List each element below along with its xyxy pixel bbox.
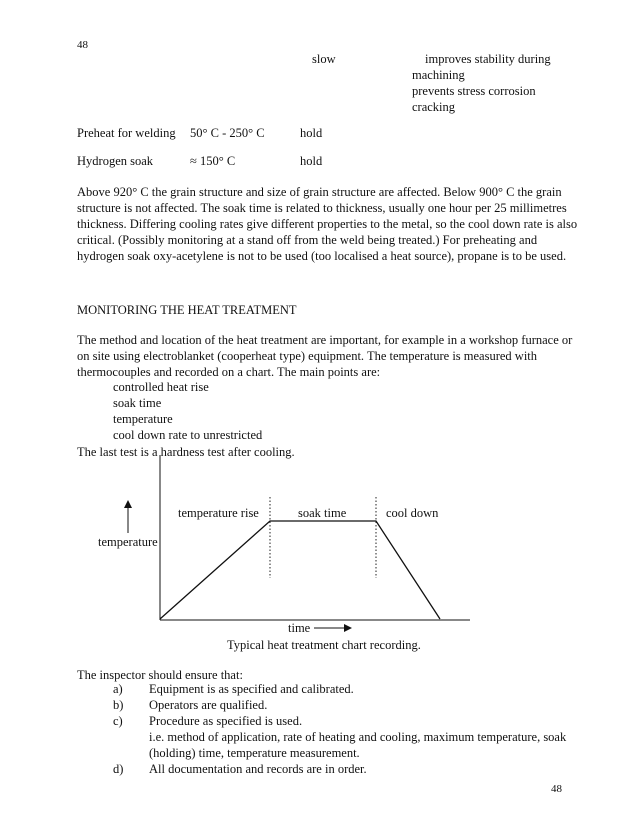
paragraph-line: thickness. Differing cooling rates give different properties to the metal, so the cool down rate is also bbox=[77, 217, 578, 231]
checklist-item: Operators are qualified. bbox=[149, 698, 268, 712]
row-action: hold bbox=[300, 154, 323, 168]
continuation-purpose-line: improves stability during bbox=[425, 52, 551, 66]
continuation-rate: slow bbox=[312, 52, 336, 66]
checklist-item: Procedure as specified is used. bbox=[149, 714, 303, 728]
right-arrow-icon bbox=[344, 624, 352, 632]
row-temperature: ≈ 150° C bbox=[190, 154, 236, 168]
checklist-item: All documentation and records are in order. bbox=[149, 762, 367, 776]
checklist-marker: a) bbox=[113, 682, 123, 696]
checklist-item-detail: (holding) time, temperature measurement. bbox=[149, 746, 360, 760]
last-test-note: The last test is a hardness test after cooling. bbox=[77, 445, 295, 459]
paragraph-line: critical. (Possibly monitoring at a stand off from the weld being treated.) For preheating and bbox=[77, 233, 538, 247]
x-axis-label: time bbox=[288, 621, 311, 635]
checklist-item: Equipment is as specified and calibrated. bbox=[149, 682, 354, 696]
list-item: cool down rate to unrestricted bbox=[113, 428, 263, 442]
row-label: Hydrogen soak bbox=[77, 154, 154, 168]
paragraph-line: Above 920° C the grain structure and size of grain structure are affected. Below 900° C the grain bbox=[77, 185, 562, 199]
paragraph-line: thermocouples and recorded on a chart. The main points are: bbox=[77, 365, 381, 379]
up-arrow-icon bbox=[124, 500, 132, 508]
row-label: Preheat for welding bbox=[77, 126, 176, 140]
y-axis-label: temperature bbox=[98, 535, 158, 549]
continuation-purpose-line: cracking bbox=[412, 100, 456, 114]
chart-caption: Typical heat treatment chart recording. bbox=[227, 638, 421, 652]
phase-label: soak time bbox=[298, 506, 347, 520]
row-temperature: 50° C - 250° C bbox=[190, 126, 265, 140]
continuation-purpose-line: prevents stress corrosion bbox=[412, 84, 536, 98]
list-item: temperature bbox=[113, 412, 173, 426]
continuation-purpose-line: machining bbox=[412, 68, 465, 82]
checklist-item-detail: i.e. method of application, rate of heating and cooling, maximum temperature, soak bbox=[149, 730, 567, 744]
checklist-marker: c) bbox=[113, 714, 123, 728]
page-number-top: 48 bbox=[77, 39, 88, 51]
paragraph-line: hydrogen soak oxy-acetylene is not to be used (too localised a heat source), propane is to be used. bbox=[77, 249, 567, 263]
paragraph-line: structure is not affected. The soak time is related to thickness, usually one hour per 25 millimetres bbox=[77, 201, 567, 215]
page-number-bottom: 48 bbox=[551, 783, 562, 795]
list-item: controlled heat rise bbox=[113, 380, 209, 394]
phase-label: cool down bbox=[386, 506, 439, 520]
checklist-marker: b) bbox=[113, 698, 124, 712]
inspector-intro: The inspector should ensure that: bbox=[77, 668, 243, 682]
phase-label: temperature rise bbox=[178, 506, 259, 520]
series-line bbox=[160, 521, 440, 619]
checklist-marker: d) bbox=[113, 762, 124, 776]
section-heading: MONITORING THE HEAT TREATMENT bbox=[77, 303, 297, 317]
paragraph-line: on site using electroblanket (cooperheat type) equipment. The temperature is measured with bbox=[77, 349, 538, 363]
paragraph-line: The method and location of the heat treatment are important, for example in a workshop furnace or bbox=[77, 333, 573, 347]
row-action: hold bbox=[300, 126, 323, 140]
list-item: soak time bbox=[113, 396, 162, 410]
